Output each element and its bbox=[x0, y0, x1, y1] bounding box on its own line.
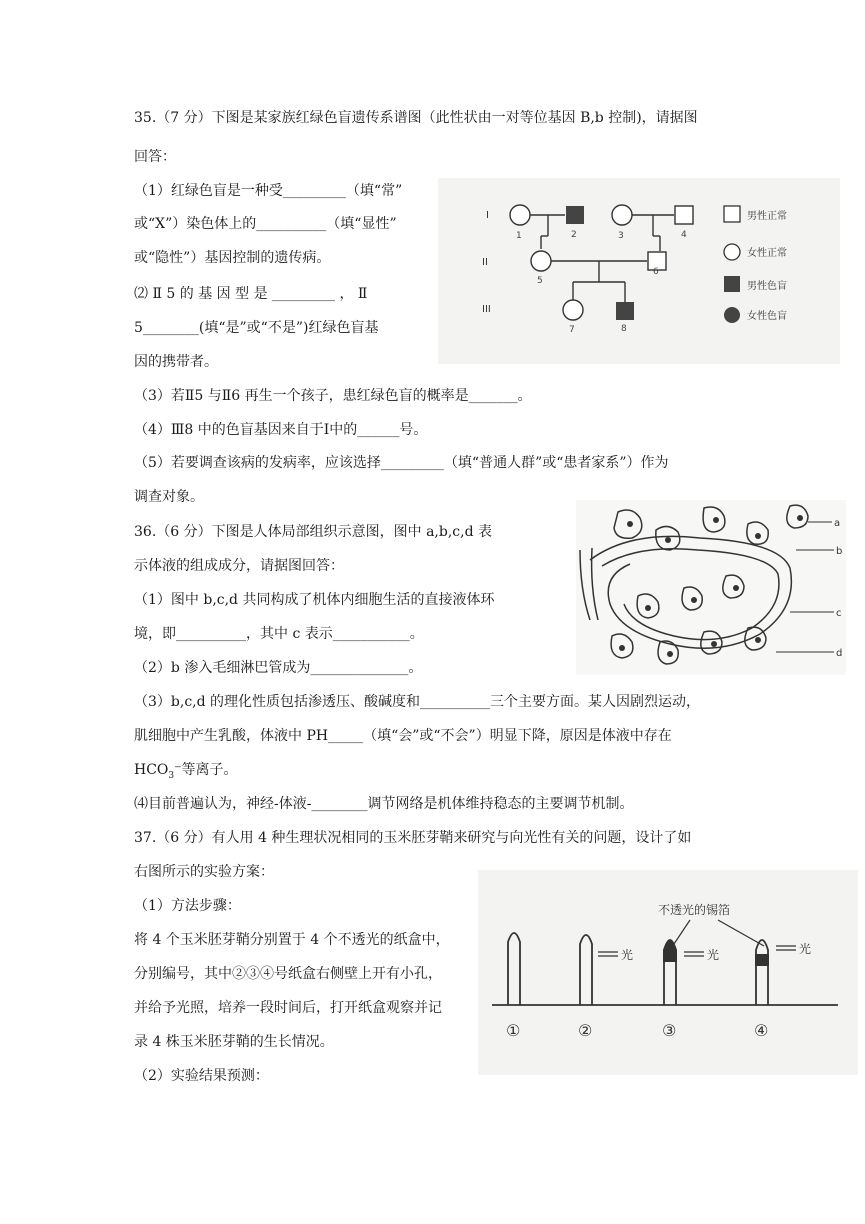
fig-label-d: d bbox=[836, 648, 843, 659]
legend-normal-male: 男性正常 bbox=[747, 211, 787, 222]
q36-part1-line1: （1）图中 b,c,d 共同构成了机体内细胞生活的直接液体环 bbox=[134, 592, 495, 608]
q37-part1-line1: 将 4 个玉米胚芽鞘分别置于 4 个不透光的纸盒中， bbox=[134, 932, 450, 948]
light-label-3: 光 bbox=[707, 948, 720, 962]
legend-normal-male-icon bbox=[724, 206, 740, 222]
legend-colorblind-male-icon bbox=[724, 276, 740, 292]
q36-title-line1: 36.（6 分）下图是人体局部组织示意图，图中 a,b,c,d 表 bbox=[134, 524, 492, 540]
id-5: 5 bbox=[537, 276, 543, 286]
q36-part3-line3 bbox=[134, 760, 238, 786]
q37-part1-line2: 分别编号，其中②③④号纸盒右侧壁上开有小孔， bbox=[134, 966, 442, 982]
gen-label-II: II bbox=[482, 257, 488, 268]
coleoptile-diagram bbox=[478, 870, 858, 1075]
id-1: 1 bbox=[516, 231, 522, 241]
individual-2-colorblind-male bbox=[566, 206, 584, 224]
id-6: 6 bbox=[653, 267, 659, 277]
light-label-4: 光 bbox=[799, 942, 812, 956]
gen-label-III: III bbox=[482, 304, 491, 315]
id-4: 4 bbox=[681, 230, 687, 240]
q35-part1-line2: 或“X”）染色体上的__________（填“显性” bbox=[134, 216, 397, 232]
tissue-figure bbox=[576, 500, 846, 675]
bicarbonate-subscript: 3 bbox=[168, 770, 175, 781]
individual-8-colorblind-male bbox=[616, 302, 634, 320]
pedigree-figure bbox=[438, 178, 840, 364]
id-2: 2 bbox=[571, 230, 577, 240]
foil-cap-label: 不透光的锡箔 bbox=[658, 903, 731, 917]
light-label-2: 光 bbox=[621, 948, 634, 962]
tissue-diagram bbox=[576, 500, 846, 675]
q37-part1-line3: 并给予光照，培养一段时间后，打开纸盒观察并记 bbox=[134, 1000, 442, 1016]
pedigree-chart bbox=[438, 178, 840, 364]
q36-title-line2: 示体液的组成成分，请据图回答： bbox=[134, 558, 344, 574]
fig-label-c: c bbox=[836, 608, 842, 619]
q37-part1-line4: 录 4 株玉米胚芽鞘的生长情况。 bbox=[134, 1034, 334, 1050]
coleoptile-figure bbox=[478, 870, 858, 1075]
individual-3-normal-female bbox=[612, 205, 632, 225]
setup-number-2: ② bbox=[578, 1021, 593, 1040]
setup-number-4: ④ bbox=[754, 1021, 769, 1040]
gen-label-I: I bbox=[486, 210, 489, 221]
q35-part1-line1: （1）红绿色盲是一种受_________（填“常” bbox=[134, 183, 403, 199]
fig-label-b: b bbox=[836, 546, 843, 557]
q36-part1-line2: 境，即__________，其中 c 表示___________。 bbox=[134, 626, 424, 642]
fig-label-a: a bbox=[834, 518, 841, 529]
id-3: 3 bbox=[618, 231, 624, 241]
legend-normal-female: 女性正常 bbox=[747, 248, 787, 259]
q35-part2-line2: 5________(填“是”或“不是”)红绿色盲基 bbox=[134, 320, 379, 336]
q35-part4: （4）Ⅲ8 中的色盲基因来自于Ⅰ中的______号。 bbox=[134, 422, 428, 438]
individual-1-normal-female bbox=[510, 205, 530, 225]
q35-part2-line1: ⑵ Ⅱ 5 的 基 因 型 是 _________ ， Ⅱ bbox=[134, 286, 368, 302]
q37-title-line1: 37.（6 分）有人用 4 种生理状况相同的玉米胚芽鞘来研究与向光性有关的问题，设计了如 bbox=[134, 830, 692, 846]
setup-number-3: ③ bbox=[662, 1021, 677, 1040]
legend-colorblind-female-icon bbox=[724, 307, 740, 323]
q36-part4: ⑷目前普遍认为，神经-体液-________调节网络是机体维持稳态的主要调节机制。 bbox=[134, 796, 634, 812]
q36-part3-line2: 肌细胞中产生乳酸，体液中 PH_____（填“会”或“不会”）明显下降，原因是体液中存在 bbox=[134, 728, 672, 744]
bicarbonate-text: HCO bbox=[134, 762, 169, 778]
q35-part1-line3: 或“隐性”）基因控制的遗传病。 bbox=[134, 250, 331, 266]
id-7: 7 bbox=[569, 325, 575, 335]
q35-part5-line2: 调查对象。 bbox=[134, 489, 204, 505]
legend-colorblind-female: 女性色盲 bbox=[747, 311, 787, 322]
setup-number-1: ① bbox=[506, 1021, 521, 1040]
q35-title-line1: 35.（7 分）下图是某家族红绿色盲遗传系谱图（此性状由一对等位基因 B,b 控制)，请据图 bbox=[134, 110, 698, 126]
bicarbonate-tail: ⁻等离子。 bbox=[174, 762, 238, 778]
individual-5-normal-female bbox=[531, 251, 551, 271]
q36-part2: （2）b 渗入毛细淋巴管成为______________。 bbox=[134, 660, 423, 676]
q37-part1-head: （1）方法步骤： bbox=[134, 898, 241, 914]
q35-part2-line3: 因的携带者。 bbox=[134, 354, 218, 370]
individual-4-normal-male bbox=[675, 206, 693, 224]
q37-title-line2: 右图所示的实验方案： bbox=[134, 864, 274, 880]
legend-colorblind-male: 男性色盲 bbox=[747, 281, 787, 292]
foil-cap-base-4 bbox=[755, 954, 769, 966]
q37-part2-head: （2）实验结果预测： bbox=[134, 1068, 269, 1084]
q35-part5-line1: （5）若要调查该病的发病率，应该选择_________（填“普通人群”或“患者家系”）作为 bbox=[134, 455, 669, 471]
individual-7-normal-female bbox=[563, 300, 583, 320]
legend-normal-female-icon bbox=[724, 244, 740, 260]
q36-part3-line1: （3）b,c,d 的理化性质包括渗透压、酸碱度和__________三个主要方面。某人因剧烈运动， bbox=[134, 694, 701, 710]
q35-part3: （3）若Ⅱ5 与Ⅱ6 再生一个孩子，患红绿色盲的概率是_______。 bbox=[134, 388, 532, 404]
q35-title-line2: 回答： bbox=[134, 149, 176, 165]
id-8: 8 bbox=[621, 324, 627, 334]
